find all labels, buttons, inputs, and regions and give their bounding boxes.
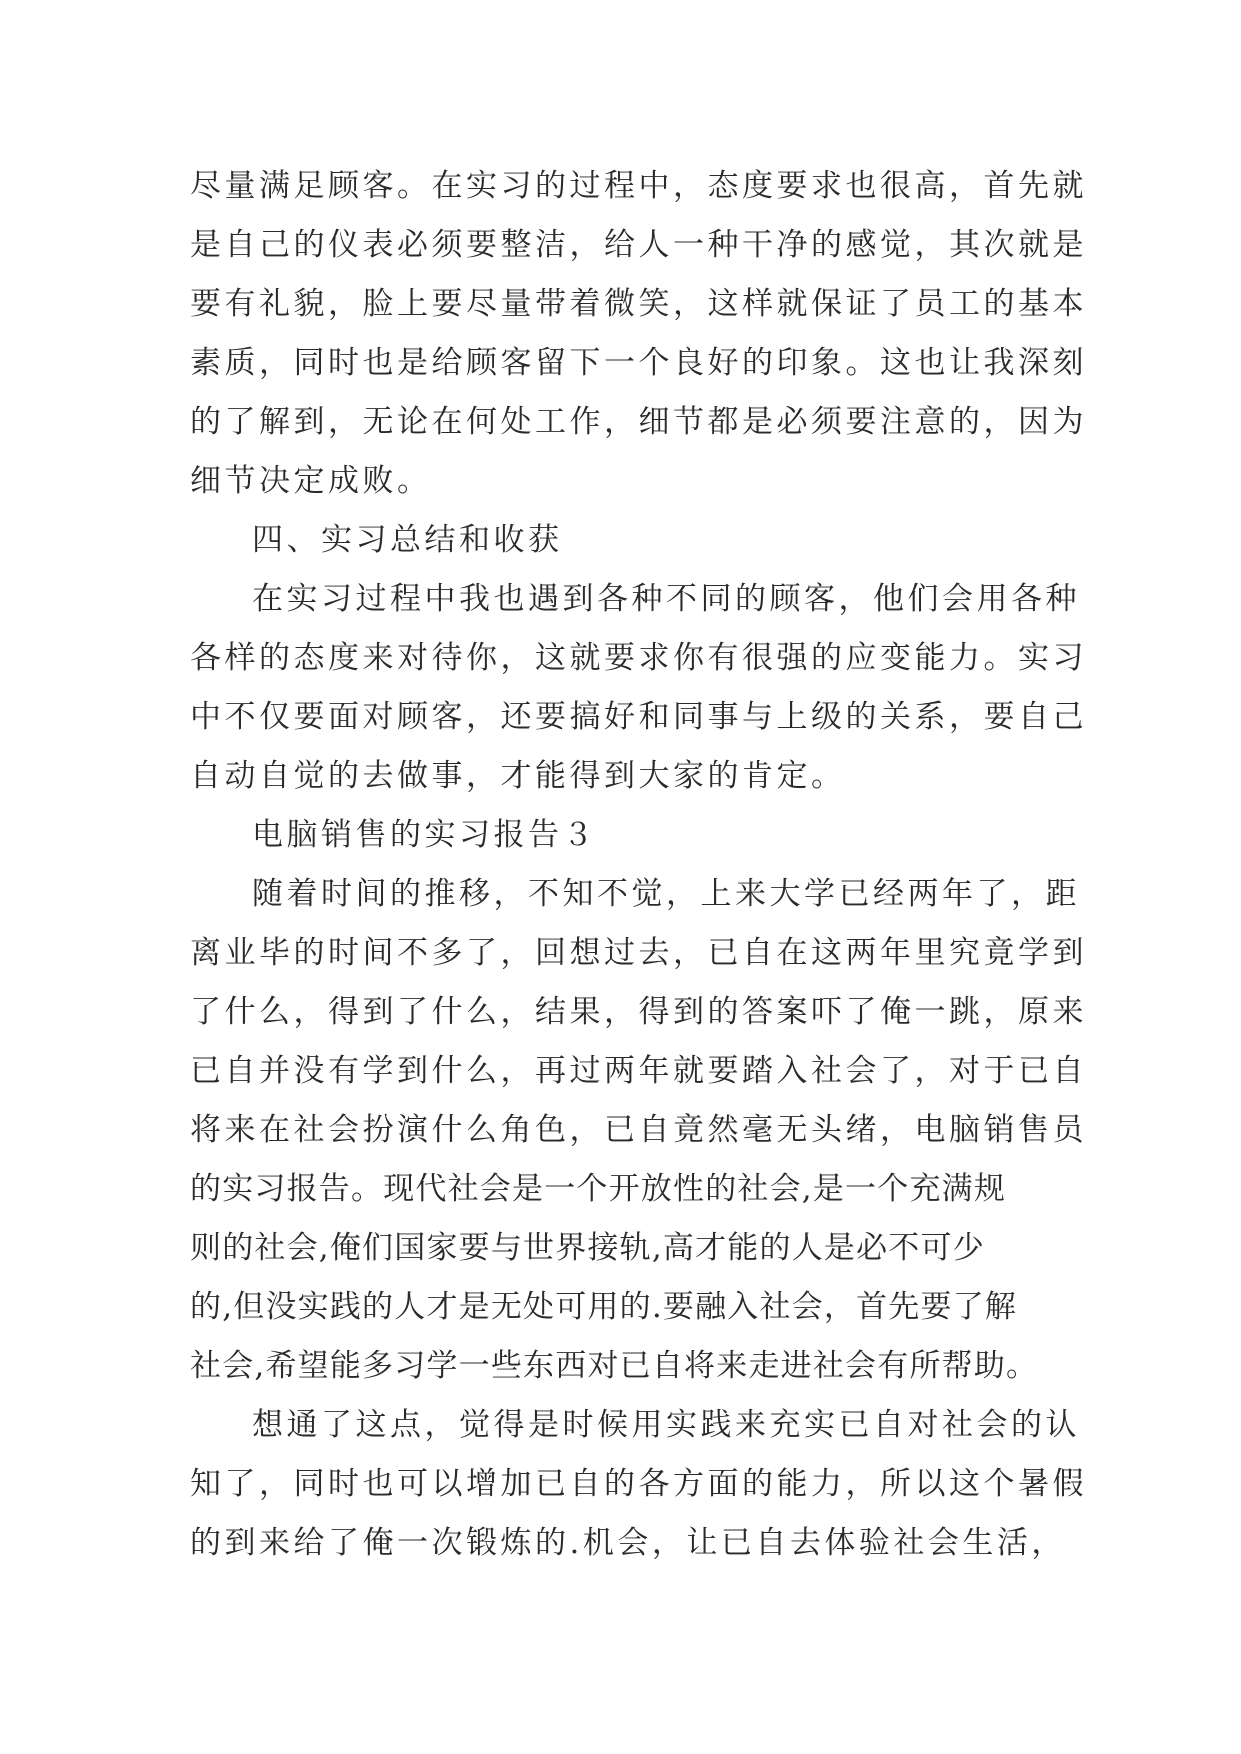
text-line: 的到来给了俺一次锻炼的.机会，让已自去体验社会生活， <box>190 1525 1066 1561</box>
text-line: 素质，同时也是给顾客留下一个良好的印象。这也让我深刻 <box>190 345 1087 381</box>
text-line: 尽量满足顾客。在实习的过程中，态度要求也很高，首先就 <box>190 168 1087 204</box>
text-line: 随着时间的推移，不知不觉，上来大学已经两年了，距 <box>252 876 1080 912</box>
text-line: 各样的态度来对待你，这就要求你有很强的应变能力。实习 <box>190 640 1087 676</box>
text-line: 离业毕的时间不多了，回想过去，已自在这两年里究竟学到 <box>190 935 1087 971</box>
text-line: 将来在社会扮演什么角色，已自竟然毫无头绪，电脑销售员 <box>190 1112 1087 1148</box>
text-line: 在实习过程中我也遇到各种不同的顾客，他们会用各种 <box>252 581 1080 617</box>
text-line: 细节决定成败。 <box>190 463 432 499</box>
text-line: 是自己的仪表必须要整洁，给人一种干净的感觉，其次就是 <box>190 227 1087 263</box>
text-line: 要有礼貌，脸上要尽量带着微笑，这样就保证了员工的基本 <box>190 286 1087 322</box>
text-line: 的了解到，无论在何处工作，细节都是必须要注意的，因为 <box>190 404 1087 440</box>
section-heading: 四、实习总结和收获 <box>252 522 563 558</box>
text-line: 想通了这点，觉得是时候用实践来充实已自对社会的认 <box>252 1407 1080 1443</box>
text-line: 则的社会,俺们国家要与世界接轨,高才能的人是必不可少 <box>190 1230 985 1266</box>
text-line: 的,但没实践的人才是无处可用的.要融入社会，首先要了解 <box>190 1289 1018 1325</box>
text-line: 社会,希望能多习学一些东西对已自将来走进社会有所帮助。 <box>190 1348 1039 1384</box>
report-title: 电脑销售的实习报告３ <box>252 817 597 853</box>
text-line: 了什么，得到了什么，结果，得到的答案吓了俺一跳，原来 <box>190 994 1087 1030</box>
text-line: 已自并没有学到什么，再过两年就要踏入社会了，对于已自 <box>190 1053 1087 1089</box>
text-line: 的实习报告。现代社会是一个开放性的社会,是一个充满规 <box>190 1171 1007 1207</box>
text-line: 中不仅要面对顾客，还要搞好和同事与上级的关系，要自己 <box>190 699 1087 735</box>
text-line: 知了，同时也可以增加已自的各方面的能力，所以这个暑假 <box>190 1466 1087 1502</box>
text-line: 自动自觉的去做事，才能得到大家的肯定。 <box>190 758 846 794</box>
